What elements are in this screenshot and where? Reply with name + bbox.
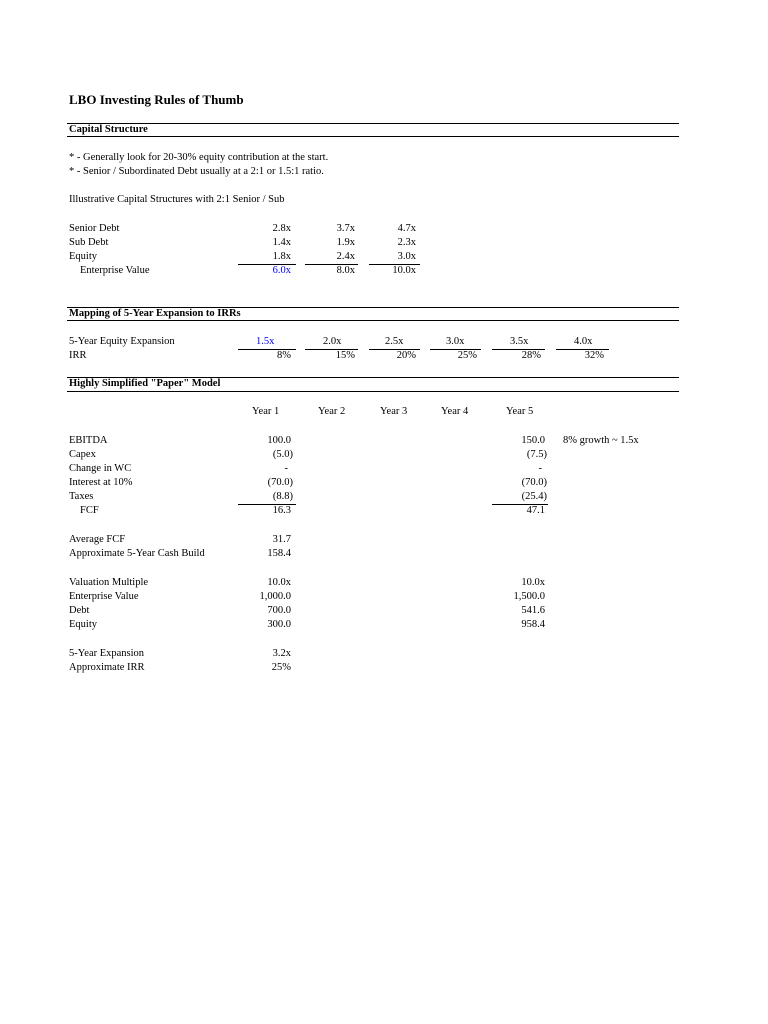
approx-irr-label: Approximate IRR: [69, 662, 145, 673]
cash-build-value: 158.4: [267, 548, 291, 559]
irr-2: 15%: [335, 350, 355, 361]
expansion-2: 2.0x: [323, 336, 342, 347]
cell-equity-2: 2.4x: [336, 251, 355, 262]
expansion-6: 4.0x: [574, 336, 593, 347]
row-label-enterprise-value: Enterprise Value: [80, 265, 150, 276]
enterprise-value-y1: 1,000.0: [259, 591, 291, 602]
fcf-y5: 47.1: [526, 505, 545, 516]
five-year-expansion-label: 5-Year Expansion: [69, 648, 145, 659]
year-5-header: Year 5: [506, 406, 534, 417]
expansion-label: 5-Year Equity Expansion: [69, 336, 175, 347]
change-wc-y5: -: [538, 463, 542, 474]
change-wc-y1: -: [284, 463, 288, 474]
valuation-multiple-label: Valuation Multiple: [69, 577, 149, 588]
irr-5: 28%: [521, 350, 541, 361]
year-2-header: Year 2: [318, 406, 346, 417]
interest-y1: (70.0): [267, 477, 293, 488]
capex-y5: (7.5): [526, 449, 547, 460]
section-top-rule: [67, 123, 679, 124]
approx-irr-value: 25%: [271, 662, 291, 673]
cell-senior-3: 4.7x: [397, 223, 416, 234]
valuation-multiple-y1: 10.0x: [267, 577, 291, 588]
debt-y5: 541.6: [521, 605, 545, 616]
row-label-senior-debt: Senior Debt: [69, 223, 120, 234]
interest-y5: (70.0): [521, 477, 547, 488]
enterprise-value-y5: 1,500.0: [513, 591, 545, 602]
irr-4: 25%: [457, 350, 477, 361]
cell-senior-2: 3.7x: [336, 223, 355, 234]
illustrative-label: Illustrative Capital Structures with 2:1 Senior / Sub: [69, 194, 285, 205]
avg-fcf-value: 31.7: [272, 534, 291, 545]
equity-y5: 958.4: [521, 619, 545, 630]
growth-note: 8% growth ~ 1.5x: [563, 435, 639, 446]
expansion-1: 1.5x: [256, 336, 275, 347]
section-bottom-rule: [67, 320, 679, 321]
taxes-y5: (25.4): [521, 491, 547, 502]
ebitda-y1: 100.0: [267, 435, 291, 446]
row-label-equity: Equity: [69, 251, 97, 262]
year-3-header: Year 3: [380, 406, 408, 417]
irr-label: IRR: [69, 350, 87, 361]
row-label-taxes: Taxes: [69, 491, 94, 502]
equity-y1: 300.0: [267, 619, 291, 630]
mapping-heading: Mapping of 5-Year Expansion to IRRs: [69, 308, 241, 319]
cell-equity-1: 1.8x: [272, 251, 291, 262]
row-label-ebitda: EBITDA: [69, 435, 108, 446]
avg-fcf-label: Average FCF: [69, 534, 126, 545]
five-year-expansion-value: 3.2x: [272, 648, 291, 659]
row-label-sub-debt: Sub Debt: [69, 237, 109, 248]
row-label-fcf: FCF: [80, 505, 99, 516]
fcf-y1: 16.3: [272, 505, 291, 516]
expansion-5: 3.5x: [510, 336, 529, 347]
row-label-change-wc: Change in WC: [69, 463, 132, 474]
cell-ev-2: 8.0x: [336, 265, 355, 276]
year-1-header: Year 1: [252, 406, 280, 417]
ebitda-y5: 150.0: [521, 435, 545, 446]
paper-model-heading: Highly Simplified "Paper" Model: [69, 378, 221, 389]
cell-sub-2: 1.9x: [336, 237, 355, 248]
cell-sub-1: 1.4x: [272, 237, 291, 248]
section-bottom-rule: [67, 391, 679, 392]
cell-senior-1: 2.8x: [272, 223, 291, 234]
cell-ev-3: 10.0x: [392, 265, 416, 276]
valuation-multiple-y5: 10.0x: [521, 577, 545, 588]
enterprise-value-label: Enterprise Value: [69, 591, 139, 602]
cash-build-label: Approximate 5-Year Cash Build: [69, 548, 205, 559]
section-bottom-rule: [67, 136, 679, 137]
irr-1: 8%: [277, 350, 291, 361]
debt-label: Debt: [69, 605, 90, 616]
debt-y1: 700.0: [267, 605, 291, 616]
bullet-equity-contribution: * - Generally look for 20-30% equity contribution at the start.: [69, 152, 329, 163]
capital-structure-heading: Capital Structure: [69, 124, 148, 135]
irr-6: 32%: [584, 350, 604, 361]
equity-label: Equity: [69, 619, 97, 630]
year-4-header: Year 4: [441, 406, 469, 417]
expansion-3: 2.5x: [385, 336, 404, 347]
expansion-4: 3.0x: [446, 336, 465, 347]
row-label-capex: Capex: [69, 449, 96, 460]
capex-y1: (5.0): [272, 449, 293, 460]
taxes-y1: (8.8): [272, 491, 293, 502]
page-title: LBO Investing Rules of Thumb: [69, 92, 244, 107]
cell-sub-3: 2.3x: [397, 237, 416, 248]
irr-3: 20%: [396, 350, 416, 361]
cell-ev-1: 6.0x: [272, 265, 291, 276]
bullet-senior-sub-ratio: * - Senior / Subordinated Debt usually at a 2:1 or 1.5:1 ratio.: [69, 166, 324, 177]
row-label-interest: Interest at 10%: [69, 477, 133, 488]
cell-equity-3: 3.0x: [397, 251, 416, 262]
